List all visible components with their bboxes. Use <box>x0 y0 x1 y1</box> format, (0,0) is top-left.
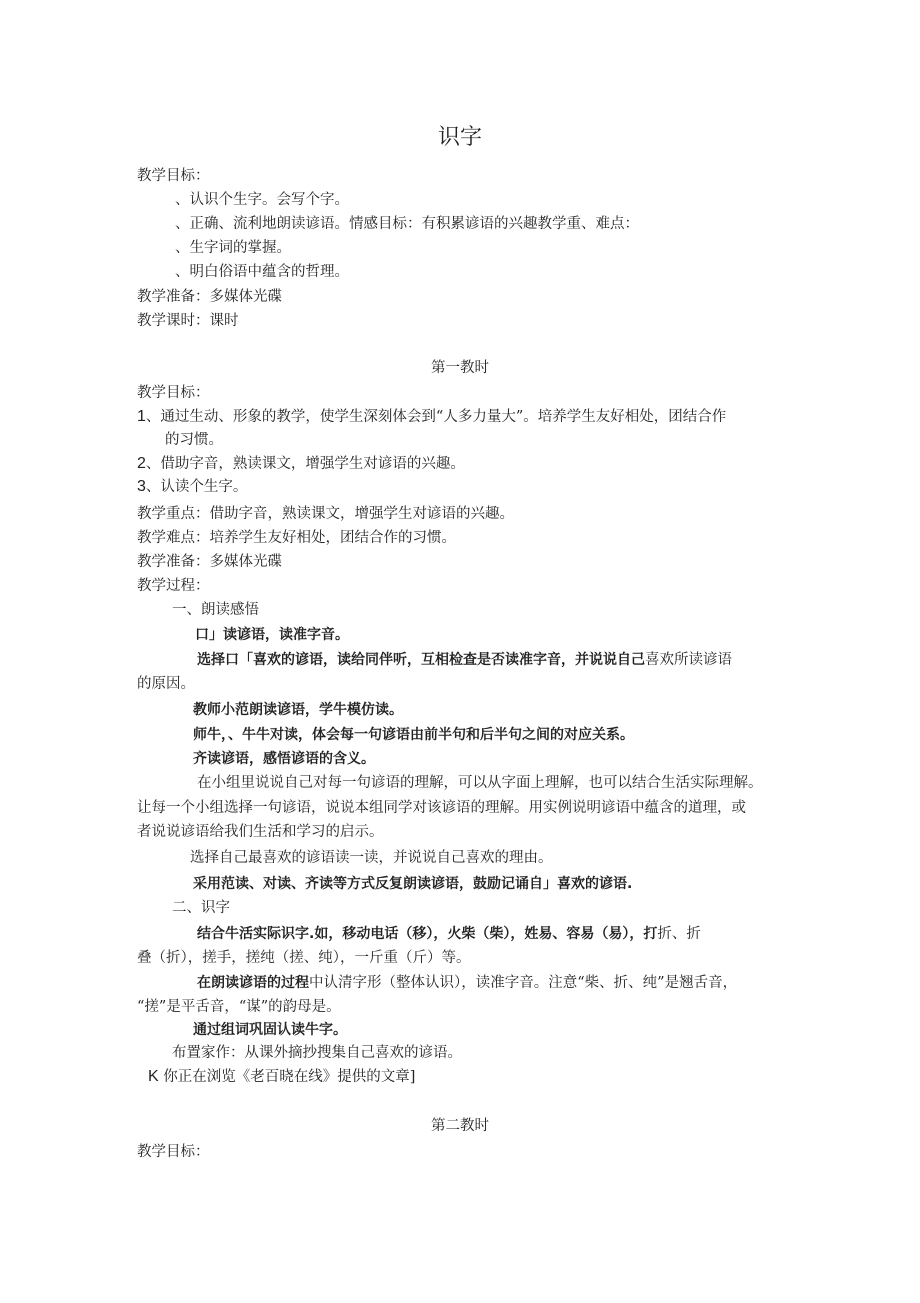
step-text: 中认清字形（整体认识），读准字音。注意“柴、折、纯”是翘舌音， <box>309 975 738 991</box>
difficult-point: 教学难点：培养学生友好相处，团结合作的习惯。 <box>137 530 456 546</box>
paragraph: 让每一个小组选择一句谚语，说说本组同学对该谚语的理解。用实例说明谚语中蕴含的道理，或 <box>137 800 746 816</box>
goal-item-cont: 的习惯。 <box>165 432 223 448</box>
lesson1-heading: 第一教时 <box>431 360 489 376</box>
homework: 布置家作：从课外摘抄搜集自己喜欢的谚语。 <box>172 1045 462 1061</box>
step <box>197 974 737 992</box>
hours-line: 教学课时：课时 <box>137 313 239 329</box>
item-text: 、认读个生字。 <box>145 479 248 495</box>
item-text: 、借助字音，熟读课文，增强学生对谚语的兴趣。 <box>145 456 465 472</box>
step-cont: 叠（折），搓手，搓纯（搓、纯），一斤重（斤）等。 <box>137 950 471 966</box>
key-point: 教学重点：借助字音，熟读课文，增强学生对谚语的兴趣。 <box>137 506 514 522</box>
step: 师牛，、牛牛对读，体会每一句谚语由前半句和后半句之间的对应关系。 <box>193 727 634 743</box>
goal-item: 、生字词的掌握。 <box>175 240 291 256</box>
goal-label: 教学目标： <box>137 1144 210 1160</box>
source-mark: K <box>148 1068 159 1085</box>
goal-label: 教学目标： <box>137 168 210 184</box>
item-text: 、通过生动、形象的教学，使学生深刻体会到“人多力量大”。培养学生友好相处，团结合作 <box>145 409 727 425</box>
prep-line: 教学准备：多媒体光碟 <box>137 289 282 305</box>
section-heading: 二、识字 <box>172 900 230 916</box>
goal-item <box>137 455 465 473</box>
goal-item: 、明白俗语中蕴含的哲理。 <box>175 264 349 280</box>
prep-line: 教学准备：多媒体光碟 <box>137 554 282 570</box>
step-cont: 的原因。 <box>137 676 195 692</box>
lesson2-heading: 第二教时 <box>431 1118 489 1134</box>
source-text: 你正在浏览《老百晓在线》提供的文章] <box>163 1069 416 1085</box>
step: 通过组词巩固认读牛字。 <box>193 1022 347 1038</box>
goal-label: 教学目标： <box>137 385 210 401</box>
step: 教师小范朗读谚语，学牛模仿读。 <box>193 702 403 718</box>
item-number: 3 <box>137 478 146 495</box>
step-text: 喜欢所读谚语 <box>645 652 732 668</box>
source-note <box>148 1068 415 1086</box>
step <box>197 651 732 669</box>
step-bold: 结合牛活实际识字.如，移动电话（移），火柴（柴），姓易、容易（易），打 <box>197 926 658 942</box>
step: 口」读谚语，读准字音。 <box>195 627 349 643</box>
goal-item <box>137 478 247 496</box>
item-number: 2 <box>137 455 146 472</box>
step-bold: 在朗读谚语的过程 <box>197 975 309 991</box>
step <box>197 925 701 943</box>
step: 选择自己最喜欢的谚语读一读，并说说自己喜欢的理由。 <box>190 850 553 866</box>
item-number: 1 <box>137 408 146 425</box>
step: 齐读谚语，感悟谚语的含义。 <box>193 751 375 767</box>
step: 采用范读、对读、齐读等方式反复朗读谚语，鼓励记诵自」喜欢的谚语. <box>193 876 633 892</box>
goal-item: 、认识个生字。会写个字。 <box>175 192 349 208</box>
step-text: 折、折 <box>657 926 701 942</box>
section-heading: 一、朗读感悟 <box>172 602 259 618</box>
paragraph: 者说说谚语给我们生活和学习的启示。 <box>137 824 384 840</box>
step-cont: “搓”是平舌音，“谋”的韵母是。 <box>137 999 341 1015</box>
page-title: 识字 <box>437 125 482 150</box>
goal-item: 、正确、流利地朗读谚语。情感目标：有积累谚语的兴趣教学重、难点： <box>175 216 639 232</box>
goal-item <box>137 408 726 426</box>
step-bold: 选择口「喜欢的谚语，读给同伴听，互相检查是否读准字音，并说说自己 <box>197 652 645 668</box>
process-label: 教学过程： <box>137 578 210 594</box>
paragraph: 在小组里说说自己对每一句谚语的理解，可以从字面上理解，也可以结合生活实际理解。 <box>197 775 763 791</box>
